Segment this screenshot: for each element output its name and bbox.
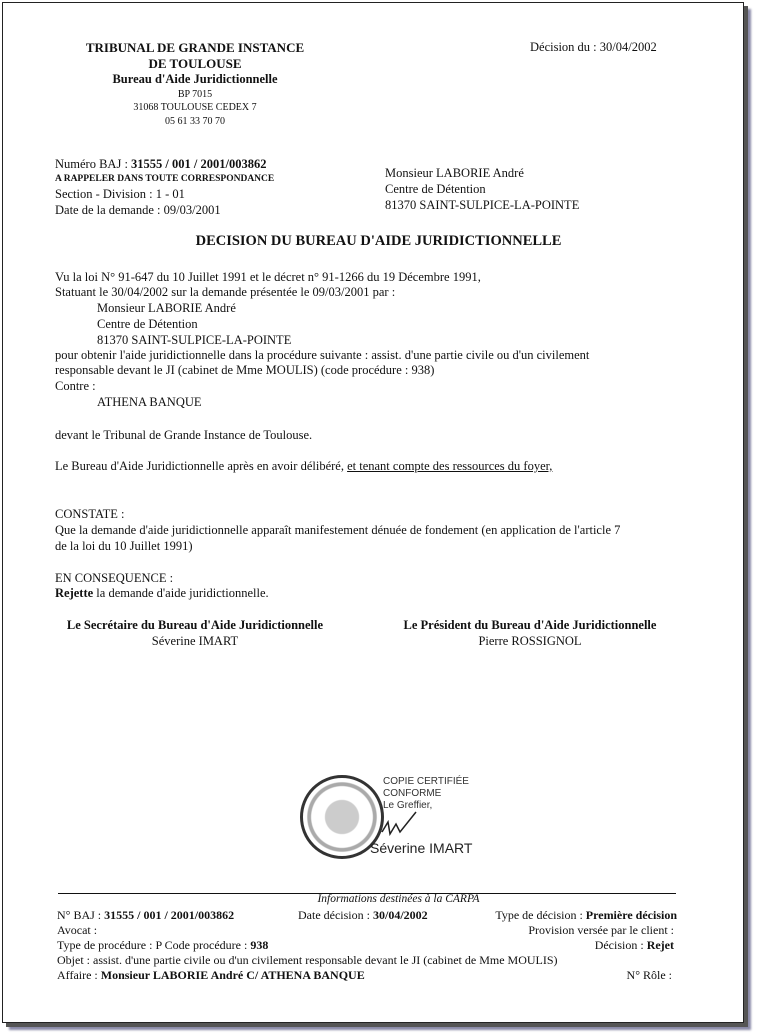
consequence-heading: EN CONSEQUENCE : xyxy=(55,571,174,585)
ruling-statement: Statuant le 30/04/2002 sur la demande présentée le 09/03/2001 par : xyxy=(55,285,396,299)
carpa-procedure: Type de procédure : P Code procédure : 938 xyxy=(57,938,269,952)
applicant-address-2: 81370 SAINT-SULPICE-LA-POINTE xyxy=(97,333,292,347)
carpa-role: N° Rôle : xyxy=(626,968,672,982)
phone: 05 61 33 70 70 xyxy=(165,116,225,127)
constate-line-2: de la loi du 10 Juillet 1991) xyxy=(55,539,193,553)
recipient-name: Monsieur LABORIE André xyxy=(385,166,524,180)
baj-number: Numéro BAJ : 31555 / 001 / 2001/003862 xyxy=(55,157,267,171)
recipient-address-2: 81370 SAINT-SULPICE-LA-POINTE xyxy=(385,198,580,212)
opponent: ATHENA BANQUE xyxy=(97,395,202,409)
carpa-baj: N° BAJ : 31555 / 001 / 2001/003862 xyxy=(57,908,235,922)
stamp-signer: Séverine IMART xyxy=(370,840,473,856)
carpa-provision: Provision versée par le client : xyxy=(528,923,674,937)
applicant-name: Monsieur LABORIE André xyxy=(97,301,236,315)
tribunal-line: devant le Tribunal de Grande Instance de Toulouse. xyxy=(55,428,313,442)
stamp-greffier: Le Greffier, xyxy=(383,800,433,811)
secretary-title: Le Secrétaire du Bureau d'Aide Juridictionnelle xyxy=(66,618,324,632)
contre-label: Contre : xyxy=(55,379,96,393)
bp: BP 7015 xyxy=(177,89,213,100)
postal-address: 31068 TOULOUSE CEDEX 7 xyxy=(133,102,257,113)
carpa-affaire: Affaire : Monsieur LABORIE André C/ ATHENA BANQUE xyxy=(57,968,365,982)
signature-icon xyxy=(380,810,420,840)
stamp-conforme: CONFORME xyxy=(383,788,442,799)
applicant-address-1: Centre de Détention xyxy=(97,317,198,331)
carpa-date: Date décision : 30/04/2002 xyxy=(298,908,428,922)
carpa-objet: Objet : assist. d'une partie civile ou d'un civilement responsable devant le JI (cabinet de Mme MOULIS) xyxy=(57,953,558,967)
request-date: Date de la demande : 09/03/2001 xyxy=(55,203,221,217)
recipient-address-1: Centre de Détention xyxy=(385,182,486,196)
bureau-name: Bureau d'Aide Juridictionnelle xyxy=(112,72,278,86)
stamp-certified: COPIE CERTIFIÉE xyxy=(383,776,469,787)
section-division: Section - Division : 1 - 01 xyxy=(55,187,185,201)
constate-line-1: Que la demande d'aide juridictionnelle apparaît manifestement dénuée de fondement (en application de l'article 7 xyxy=(55,523,621,537)
carpa-decision: Décision : Rejet xyxy=(594,938,674,952)
procedure-line-1: pour obtenir l'aide juridictionnelle dans la procédure suivante : assist. d'une partie civile ou d'un civilement xyxy=(55,348,590,362)
reminder: A RAPPELER DANS TOUTE CORRESPONDANCE xyxy=(55,174,275,184)
secretary-name: Séverine IMART xyxy=(151,634,239,648)
deliberation: Le Bureau d'Aide Juridictionnelle après en avoir délibéré, et tenant compte des ressources du foyer, xyxy=(55,459,553,473)
document-title: DECISION DU BUREAU D'AIDE JURIDICTIONNELLE xyxy=(195,233,562,249)
constate-heading: CONSTATE : xyxy=(55,507,125,521)
president-title: Le Président du Bureau d'Aide Juridictionnelle xyxy=(403,618,657,632)
court-city: DE TOULOUSE xyxy=(148,56,242,71)
procedure-line-2: responsable devant le JI (cabinet de Mme MOULIS) (code procédure : 938) xyxy=(55,363,435,377)
decision-date: Décision du : 30/04/2002 xyxy=(530,40,657,54)
carpa-title: Informations destinées à la CARPA xyxy=(317,893,480,905)
court-name: TRIBUNAL DE GRANDE INSTANCE xyxy=(85,40,305,55)
carpa-avocat: Avocat : xyxy=(57,923,98,937)
carpa-decision-type: Type de décision : Première décision xyxy=(495,908,677,922)
rejection: Rejette la demande d'aide juridictionnelle. xyxy=(55,586,269,600)
legal-basis: Vu la loi N° 91-647 du 10 Juillet 1991 et le décret n° 91-1266 du 19 Décembre 1991, xyxy=(55,270,481,284)
president-name: Pierre ROSSIGNOL xyxy=(478,634,582,648)
